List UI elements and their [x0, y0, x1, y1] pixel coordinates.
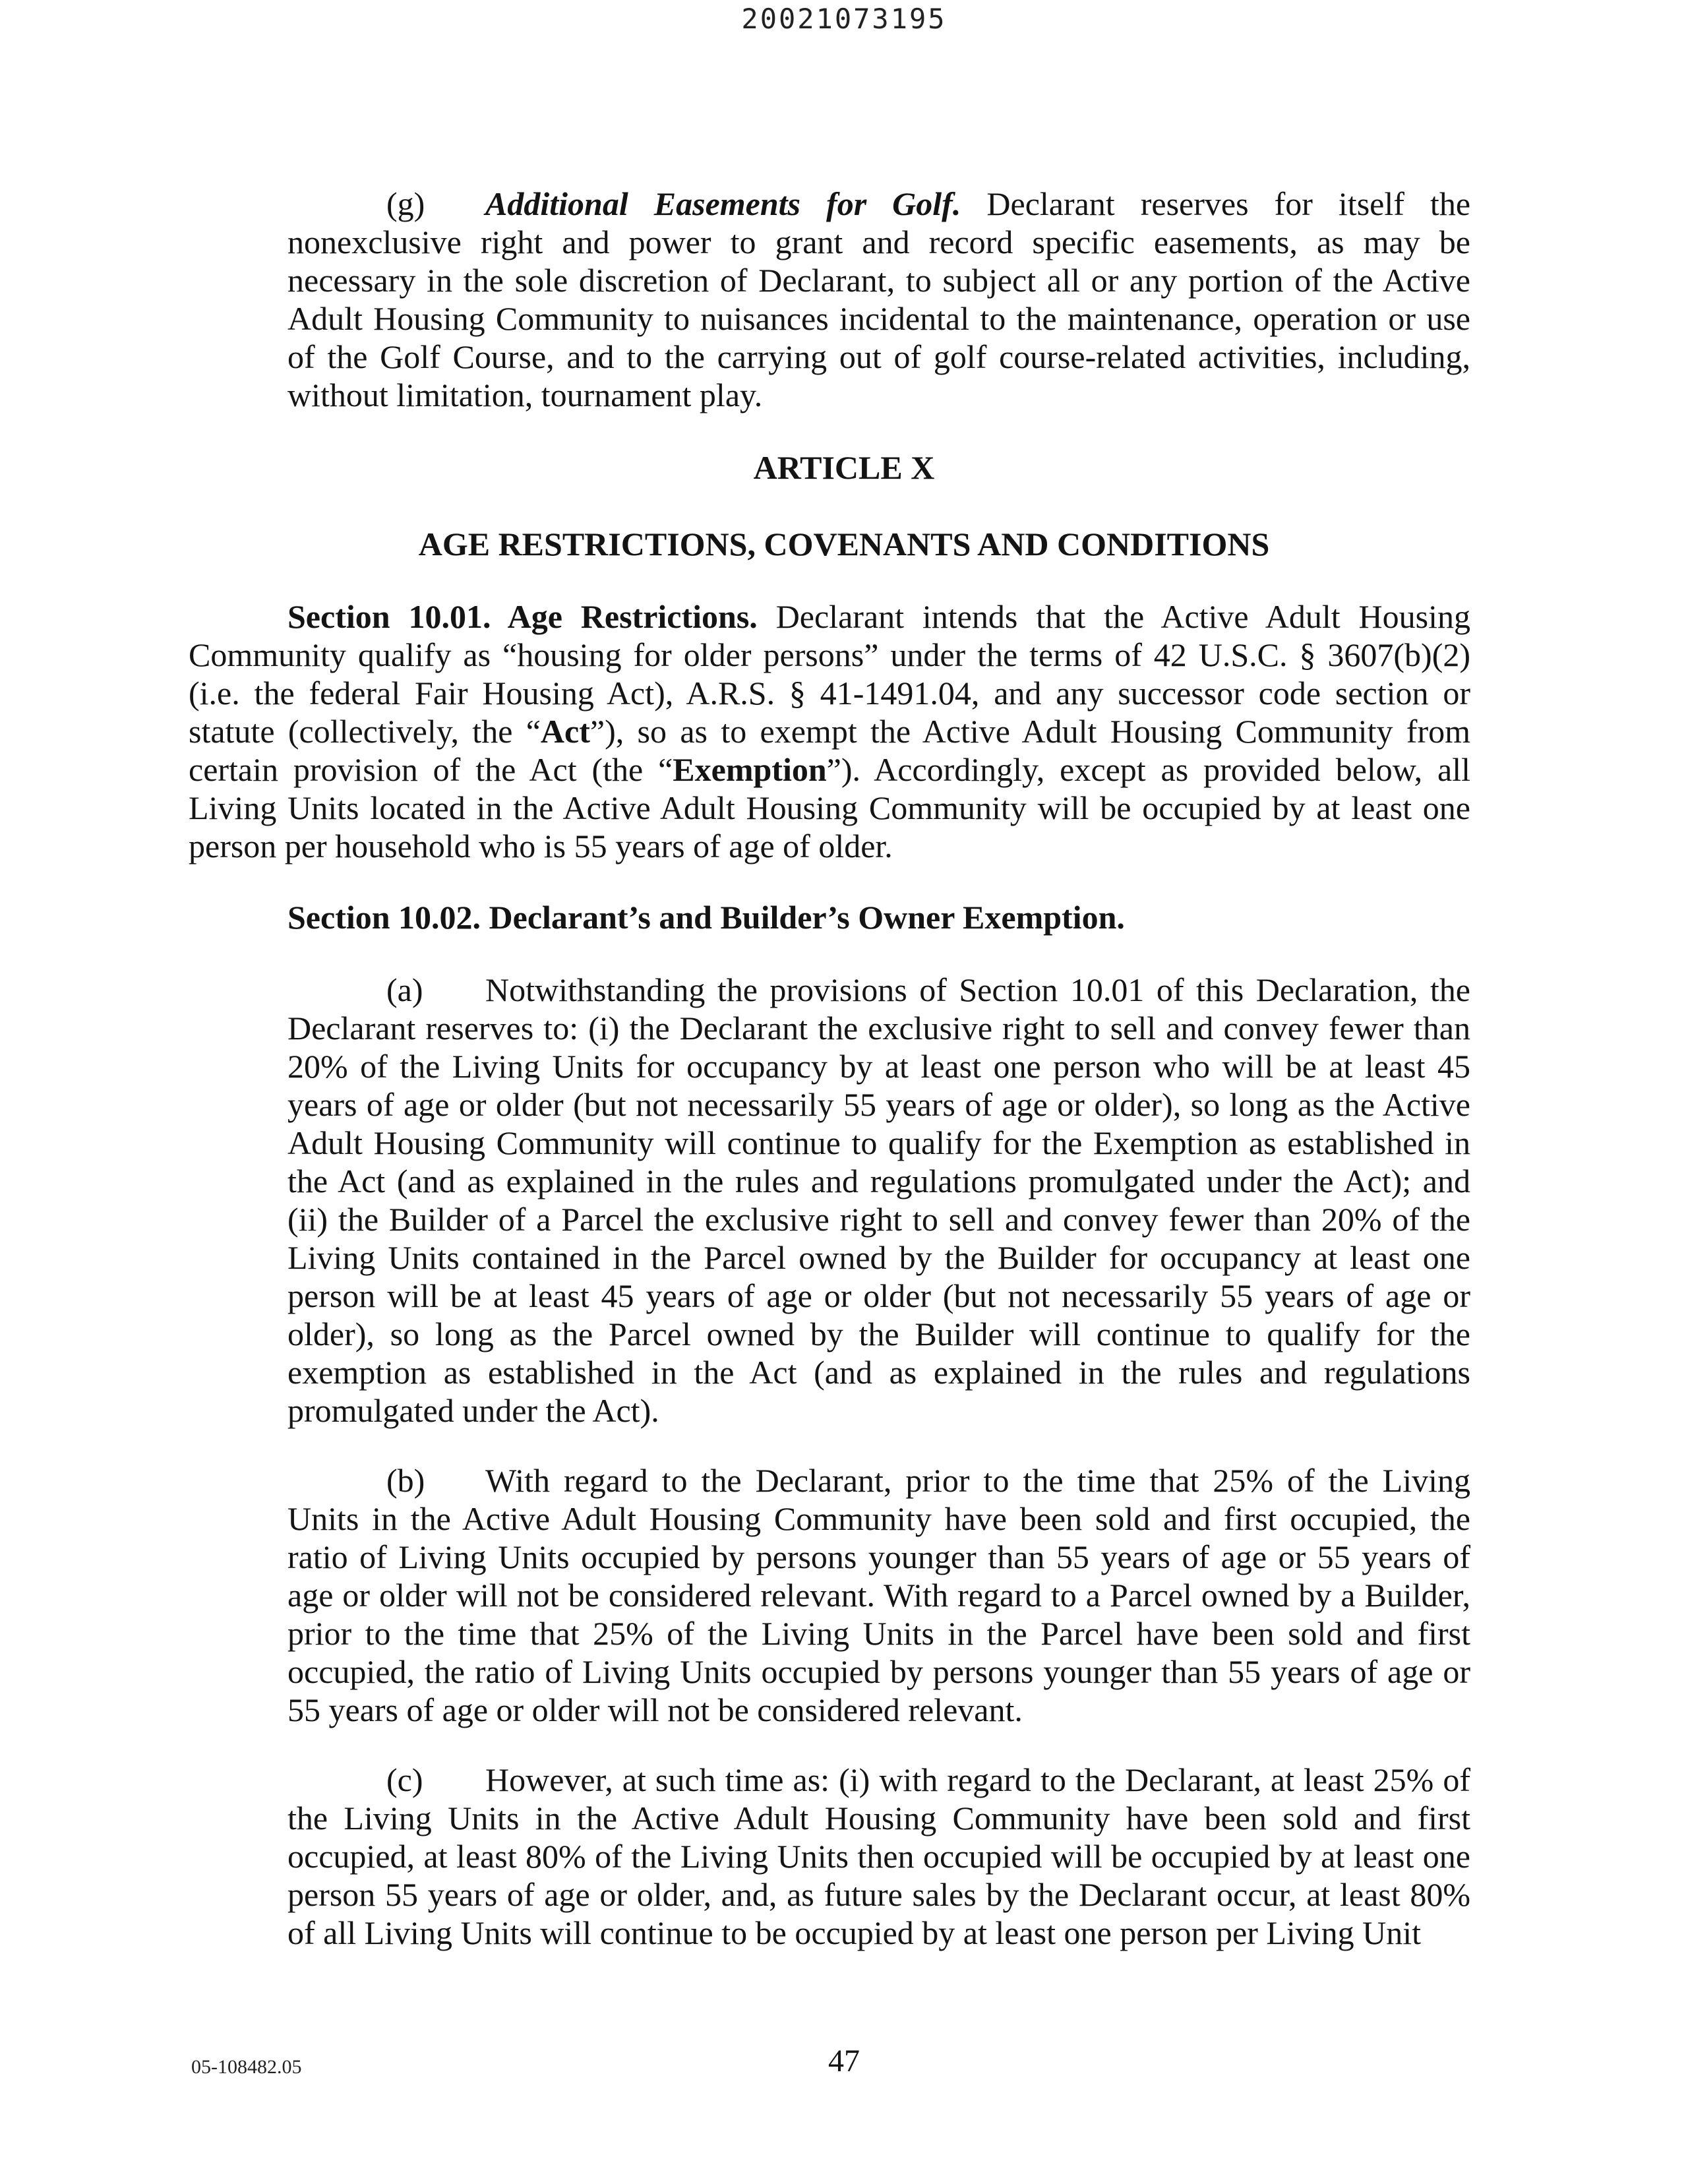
- paragraph-g: [287, 185, 1470, 414]
- paragraph-b: [287, 1461, 1470, 1729]
- document-number: 20021073195: [741, 3, 947, 35]
- paragraph-g-title: Additional Easements for Golf.: [485, 185, 961, 222]
- article-title: AGE RESTRICTIONS, COVENANTS AND CONDITIONS: [418, 526, 1270, 562]
- paragraph-c-body: However, at such time as: (i) with regard to the Declarant, at least 25% of the Living Units in the Active Adult Housing Community have been sold and first occupied, at least 80% of the Living Units then occupied will be occupied by at least one person 55 years of age or older, and, as future sales by the Declarant occur, at least 80% of all Living Units will continue to be occupied by at least one person per Living Unit: [287, 1761, 1470, 1951]
- section-10-01-text-2: ”), so as to exempt the Active Adult Housing Community from certain provision of the Act (the “: [189, 713, 1470, 788]
- section-10-01-heading: Section 10.01. Age Restrictions.: [287, 598, 758, 635]
- paragraph-c-label: (c): [386, 1761, 423, 1798]
- term-exemption: Exemption: [673, 751, 827, 788]
- paragraph-a: [287, 971, 1470, 1430]
- paragraph-g-label: (g): [386, 185, 425, 222]
- paragraph-a-body: Notwithstanding the provisions of Section 10.01 of this Declaration, the Declarant reserves to: (i) the Declarant the exclusive right to sell and convey fewer than 20% of the Living Units for occupancy by at least one person who will be at least 45 years of age or older (but not necessarily 55 years of age or older), so long as the Active Adult Housing Community will continue to qualify for the Exemption as established in the Act (and as explained in the rules and regulations promulgated under the Act); and (ii) the Builder of a Parcel the exclusive right to sell and convey fewer than 20% of the Living Units contained in the Parcel owned by the Builder for occupancy at least one person will be at least 45 years of age or older (but not necessarily 55 years of age or older), so long as the Parcel owned by the Builder will continue to qualify for the exemption as established in the Act (and as explained in the rules and regulations promulgated under the Act).: [287, 971, 1470, 1429]
- section-10-02-heading: [189, 898, 1470, 936]
- paragraph-b-label: (b): [386, 1462, 425, 1499]
- paragraph-a-label: (a): [386, 971, 423, 1008]
- footer-doc-code: 05-108482.05: [191, 2056, 302, 2078]
- article-number: ARTICLE X: [753, 449, 935, 486]
- paragraph-g-body: Declarant reserves for itself the nonexclusive right and power to grant and record specific easements, as may be necessary in the sole discretion of Declarant, to subject all or any portion of the Active Adult Housing Community to nuisances incidental to the maintenance, operation or use of the Golf Course, and to the carrying out of golf course-related activities, including, without limitation, tournament play.: [287, 185, 1471, 413]
- section-10-01-text-3: ”). Accordingly, except as provided below, all Living Units located in the Active Adult Housing Community will be occupied by at least one person per household who is 55 years of age of older.: [189, 751, 1470, 864]
- section-10-02-heading-text: Section 10.02. Declarant’s and Builder’s Owner Exemption.: [287, 899, 1125, 936]
- page-number: 47: [828, 2044, 860, 2078]
- paragraph-b-body: With regard to the Declarant, prior to the time that 25% of the Living Units in the Active Adult Housing Community have been sold and first occupied, the ratio of Living Units occupied by persons younger than 55 years of age or 55 years of age or older will not be considered relevant. With regard to a Parcel owned by a Builder, prior to the time that 25% of the Living Units in the Parcel have been sold and first occupied, the ratio of Living Units occupied by persons younger than 55 years of age or 55 years of age or older will not be considered relevant.: [287, 1462, 1470, 1728]
- section-10-01: [189, 597, 1470, 865]
- section-10-01-text-1: Declarant intends that the Active Adult Housing Community qualify as “housing for older persons” under the terms of 42 U.S.C. § 3607(b)(2) (i.e. the federal Fair Housing Act), A.R.S. § 41-1491.04, and any successor code section or statute (collectively, the “: [189, 598, 1471, 750]
- term-act: Act: [540, 713, 590, 750]
- paragraph-c: [287, 1761, 1470, 1952]
